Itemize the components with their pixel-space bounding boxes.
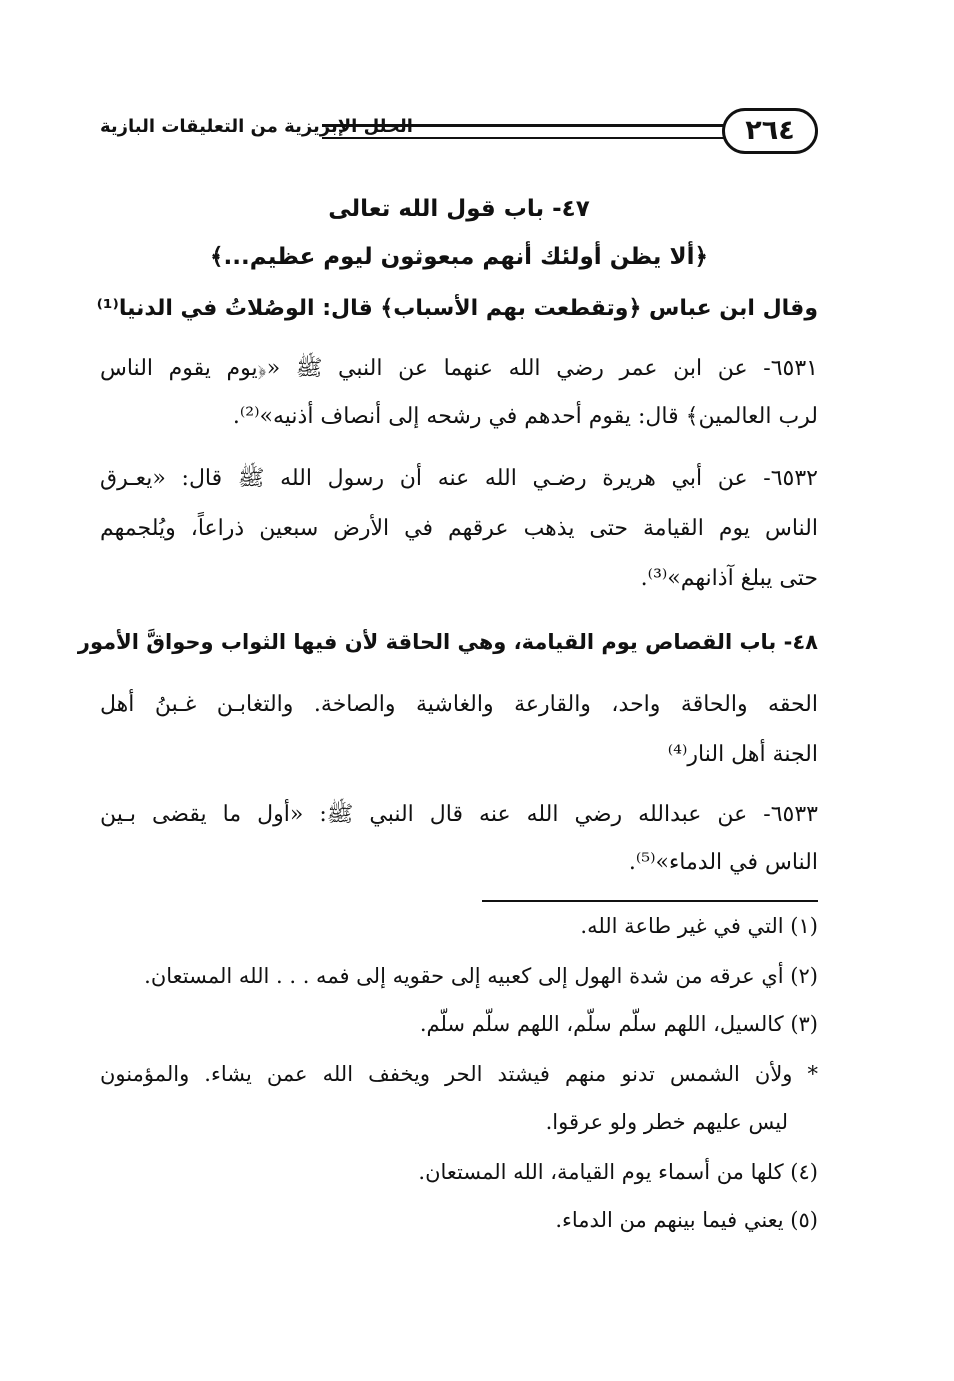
page-number-badge: ٢٦٤ [722,108,818,154]
hadith-6531-line-2: لرب العالمين﴾ قال: يقوم أحدهم في رشحه إلى أنصاف أذنيه»⁽²⁾. [232,404,818,429]
book-page [77,0,818,1381]
running-title: الحلل الإبريزية من التعليقات البازية [100,116,413,137]
chapter-47-verse: ﴿ألا يظن أولئك أنهم مبعوثون ليوم عظيم...﴾ [210,244,708,270]
footnote-note-line-2: ليس عليهم خطر ولو عرقوا. [545,1110,788,1134]
hadith-6533-line-2: الناس في الدماء»⁽⁵⁾. [628,850,818,875]
chapter-47-title: ٤٧- باب قول الله تعالى [328,196,590,222]
footnote-3: (٣) كالسيل، اللهم سلّم سلّم، اللهم سلّم سلّم. [419,1012,818,1036]
chapter-48-line-2: الجنة أهل النار⁽⁴⁾ [667,742,818,767]
footnote-1: (١) التي في غير طاعة الله. [580,914,818,938]
footnote-separator [482,900,818,902]
chapter-48-title: ٤٨- باب القصاص يوم القيامة، وهي الحاقة لأن فيها الثواب وحواقَّ الأمور [77,630,818,654]
chapter-48-line-1: الحقه والحاقة واحد، والقارعة والغاشية والصاخة. والتغابـن غـبنُ أهل [100,692,818,717]
hadith-6532-line-1: ٦٥٣٢- عن أبي هريرة رضـي الله عنه أن رسول الله ﷺ قال: «يعـرق [100,466,818,491]
page-header [100,104,818,160]
footnote-note-line-1: * ولأن الشمس تدنو منهم فيشتد الحر ويخفف الله عمن يشاء. والمؤمنون [100,1062,818,1086]
hadith-6531-line-1: ٦٥٣١- عن ابن عمر رضي الله عنهما عن النبي ﷺ «﴿يوم يقوم الناس [100,356,818,381]
footnote-5: (٥) يعني فيما بينهم من الدماء. [555,1208,818,1232]
hadith-6532-line-3: حتى يبلغ آذانهم»⁽³⁾. [640,566,818,591]
footnote-2: (٢) أي عرقه من شدة الهول إلى كعبيه إلى حقويه إلى فمه . . . الله المستعان. [144,964,818,988]
hadith-6533-line-1: ٦٥٣٣- عن عبدالله رضي الله عنه قال النبي ﷺ: «أول ما يقضى بـين [100,802,818,827]
footnote-4: (٤) كلها من أسماء يوم القيامة، الله المستعان. [418,1160,818,1184]
chapter-47-note: وقال ابن عباس ﴿وتقطعت بهم الأسباب﴾ قال: الوصُلاتُ في الدنيا⁽¹⁾ [96,296,818,321]
hadith-6532-line-2: الناس يوم القيامة حتى يذهب عرقهم في الأرض سبعين ذراعاً، ويُلجمهم [100,516,818,541]
